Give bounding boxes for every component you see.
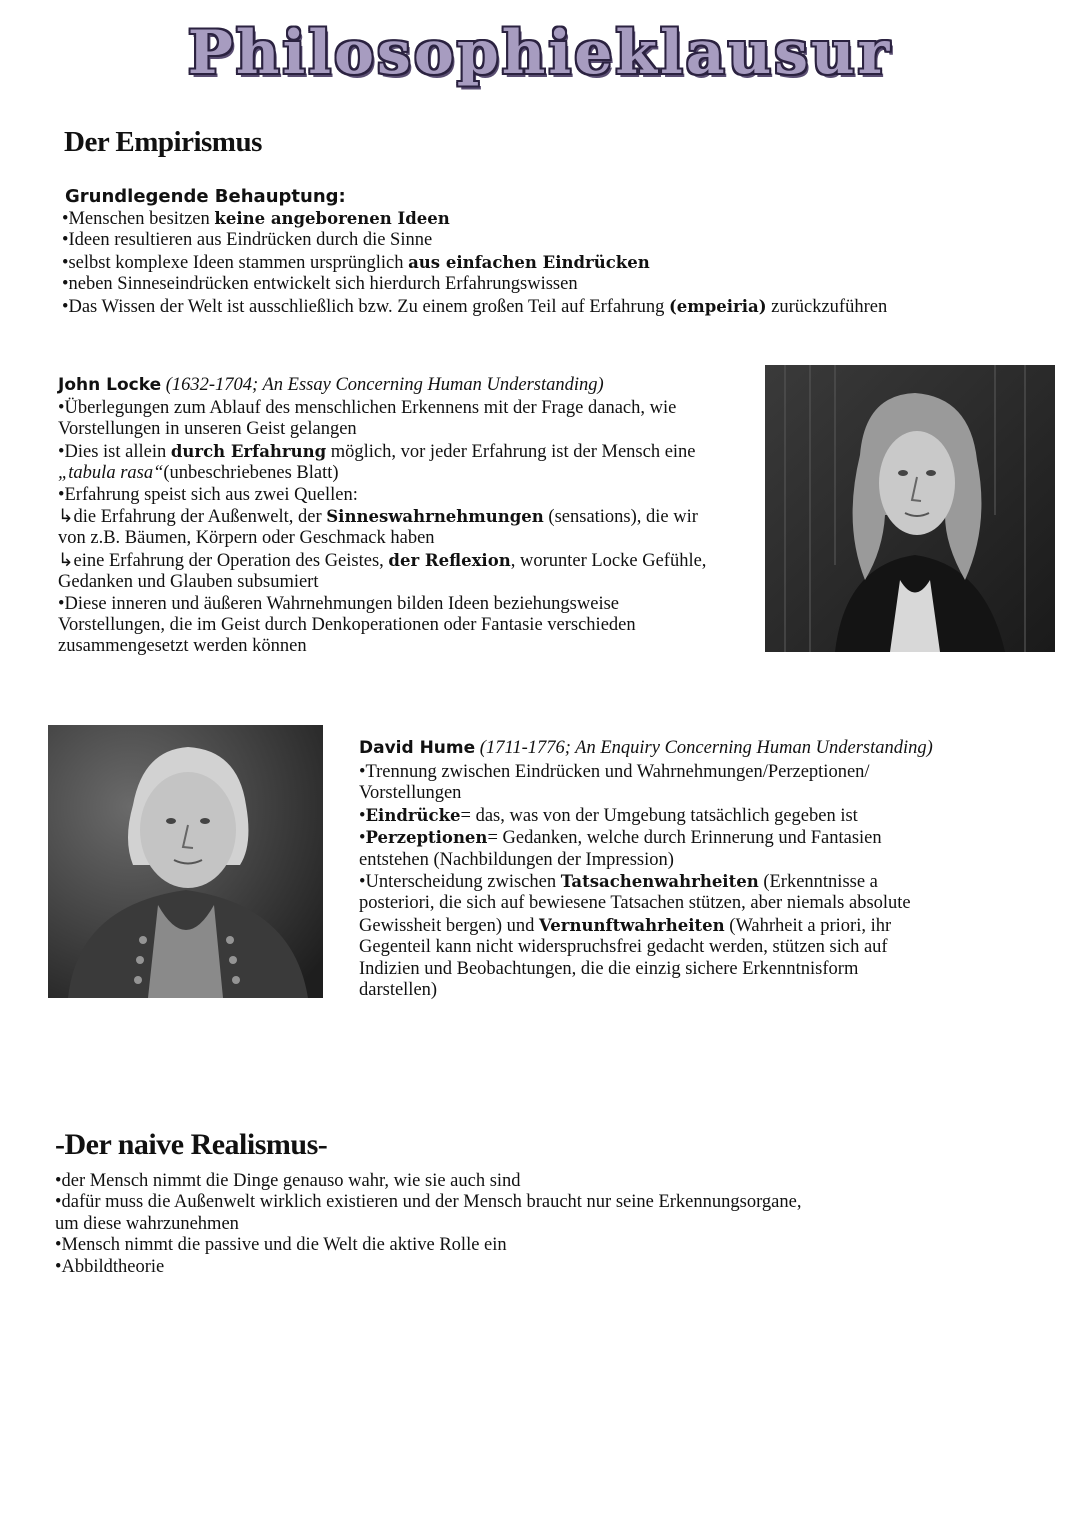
empirismus-subheading: Grundlegende Behauptung: (65, 186, 346, 207)
text-line (58, 615, 706, 636)
bullet-icon: • (55, 1192, 62, 1213)
bullet-icon: • (62, 230, 69, 251)
text-segment: zurückzuführen (766, 296, 888, 317)
text-line (55, 1192, 801, 1213)
text-segment: dafür muss die Außenwelt wirklich existieren und der Mensch braucht nur seine Erkennungsorgane, (61, 1192, 802, 1213)
text-line (359, 871, 911, 893)
bullet-icon: ↳ (58, 507, 74, 528)
text-segment: = Gedanken, welche durch Erinnerung und Fantasien (487, 828, 882, 849)
bullet-icon: • (62, 252, 69, 273)
text-line (359, 937, 911, 958)
text-segment: Gegenteil kann nicht widerspruchsfrei gedacht werden, stützen sich auf (359, 937, 888, 958)
bold-term: Vernunftwahrheiten (539, 915, 725, 935)
bullet-icon: • (58, 441, 65, 462)
portrait-john-locke (765, 365, 1055, 652)
text-segment: Trennung zwischen Eindrücken und Wahrnehmungen/Perzeptionen/ (365, 762, 870, 782)
locke-meta: (1632-1704; An Essay Concerning Human Understanding) (161, 375, 604, 395)
text-line (359, 893, 911, 914)
text-line (359, 959, 911, 980)
text-segment: Erfahrung speist sich aus zwei Quellen: (64, 484, 358, 505)
text-line (359, 762, 911, 783)
text-segment: Diese inneren und äußeren Wahrnehmungen bilden Ideen beziehungsweise (64, 593, 619, 614)
bold-term: der Reflexion (388, 550, 511, 570)
bold-term: Perzeptionen (365, 828, 488, 848)
bullet-icon: • (62, 209, 69, 229)
bold-term: aus einfachen Eindrücken (408, 252, 650, 272)
text-line (359, 827, 911, 849)
text-line (58, 506, 706, 528)
portrait-david-hume (48, 725, 323, 998)
text-segment: , worunter Locke Gefühle, (510, 550, 707, 571)
hume-meta: (1711-1776; An Enquiry Concerning Human Understanding) (475, 738, 933, 758)
text-line (58, 594, 706, 615)
locke-name: John Locke (58, 375, 162, 395)
empirismus-heading: Der Empirismus (64, 126, 262, 158)
realismus-heading: -Der naive Realismus- (55, 1128, 328, 1161)
bullet-icon: • (58, 593, 65, 614)
text-segment: „tabula rasa“ (58, 463, 164, 484)
text-segment: Vorstellungen, die im Geist durch Denkoperationen oder Fantasie verschieden (58, 615, 636, 636)
portrait-david-hume-icon (48, 725, 323, 998)
text-line (58, 419, 706, 440)
bullet-icon: • (55, 1171, 62, 1191)
bullet-icon: • (55, 1235, 62, 1256)
text-line (58, 485, 706, 506)
text-line (359, 980, 911, 1001)
bullet-icon: • (359, 805, 366, 826)
text-segment: Menschen besitzen (68, 209, 215, 229)
bullet-icon: • (58, 484, 65, 505)
bold-term: Sinneswahrnehmungen (326, 507, 544, 527)
bold-term: Tatsachenwahrheiten (560, 872, 759, 892)
text-segment: neben Sinneseindrücken entwickelt sich hierdurch Erfahrungswissen (68, 274, 578, 295)
text-segment: um diese wahrzunehmen (55, 1213, 239, 1234)
text-line (55, 1171, 801, 1192)
page-title: Philosophieklausur (187, 18, 893, 88)
text-line (55, 1257, 801, 1278)
text-segment: entstehen (Nachbildungen der Impression) (359, 849, 674, 870)
text-line (359, 805, 911, 827)
text-segment: Vorstellungen in unseren Geist gelangen (58, 419, 357, 440)
text-line (58, 463, 706, 484)
text-segment: der Mensch nimmt die Dinge genauso wahr, wie sie auch sind (61, 1171, 521, 1191)
bullet-icon: • (55, 1256, 62, 1277)
text-line (55, 1214, 801, 1235)
text-line (359, 850, 911, 871)
text-line (55, 1235, 801, 1256)
text-segment: von z.B. Bäumen, Körpern oder Geschmack haben (58, 528, 435, 549)
bullet-icon: • (62, 296, 69, 317)
text-line (58, 572, 706, 593)
text-segment: Das Wissen der Welt ist ausschließlich bzw. Zu einem großen Teil auf Erfahrung (68, 296, 669, 317)
text-line (58, 636, 706, 657)
text-segment: Dies ist allein (64, 441, 171, 462)
bullet-icon: • (359, 828, 366, 849)
realismus-list (55, 1171, 801, 1278)
text-segment: posteriori, die sich auf bewiesene Tatsachen stützen, aber niemals absolute (359, 893, 911, 914)
text-segment: (unbeschriebenes Blatt) (163, 463, 339, 484)
text-segment: Abbildtheorie (61, 1256, 165, 1277)
text-segment: (Wahrheit a priori, ihr (724, 915, 892, 936)
text-segment: Gewissheit bergen) und (359, 915, 539, 936)
text-segment: Mensch nimmt die passive und die Welt die aktive Rolle ein (61, 1235, 507, 1256)
bullet-icon: • (62, 274, 69, 295)
bold-term: durch Erfahrung (170, 441, 327, 461)
text-segment: Vorstellungen (359, 783, 462, 804)
text-segment: Unterscheidung zwischen (365, 872, 561, 893)
empirismus-list (62, 208, 887, 318)
text-segment: darstellen) (359, 980, 438, 1001)
text-segment: die Erfahrung der Außenwelt, der (73, 507, 327, 528)
text-segment: Gedanken und Glauben subsumiert (58, 572, 319, 593)
text-line (359, 915, 911, 937)
text-segment: = das, was von der Umgebung tatsächlich gegeben ist (460, 805, 858, 826)
text-segment: selbst komplexe Ideen stammen ursprünglich (68, 252, 409, 273)
text-segment: (Erkenntnisse a (758, 872, 878, 893)
bold-term: keine angeborenen Ideen (214, 209, 450, 228)
bold-term: Eindrücke (365, 805, 461, 825)
text-segment: zusammengesetzt werden können (58, 636, 307, 657)
bold-term: (empeiria) (668, 296, 767, 316)
bullet-icon: • (58, 398, 65, 418)
text-line (58, 398, 706, 419)
text-segment: Indizien und Beobachtungen, die die einzig sichere Erkenntnisform (359, 958, 859, 979)
text-segment: Ideen resultieren aus Eindrücken durch die Sinne (68, 230, 433, 251)
text-line (359, 783, 911, 804)
bullet-icon: • (359, 872, 366, 893)
text-line (62, 274, 887, 295)
hume-name: David Hume (359, 738, 476, 758)
locke-header (58, 375, 604, 396)
text-segment: (sensations), die wir (543, 507, 698, 528)
text-line (62, 208, 887, 230)
locke-list (58, 398, 706, 658)
bullet-icon: ↳ (58, 550, 74, 571)
text-line (58, 441, 706, 463)
text-segment: eine Erfahrung der Operation des Geistes, (73, 550, 389, 571)
text-line (62, 230, 887, 251)
text-segment: Überlegungen zum Ablauf des menschlichen Erkennens mit der Frage danach, wie (64, 398, 677, 418)
text-line (62, 296, 887, 318)
hume-header (359, 738, 933, 759)
text-segment: möglich, vor jeder Erfahrung ist der Mensch eine (326, 441, 696, 462)
hume-list (359, 762, 911, 1001)
portrait-john-locke-icon (765, 365, 1055, 652)
text-line (62, 252, 887, 274)
bullet-icon: • (359, 762, 366, 782)
text-line (58, 528, 706, 549)
text-line (58, 550, 706, 572)
